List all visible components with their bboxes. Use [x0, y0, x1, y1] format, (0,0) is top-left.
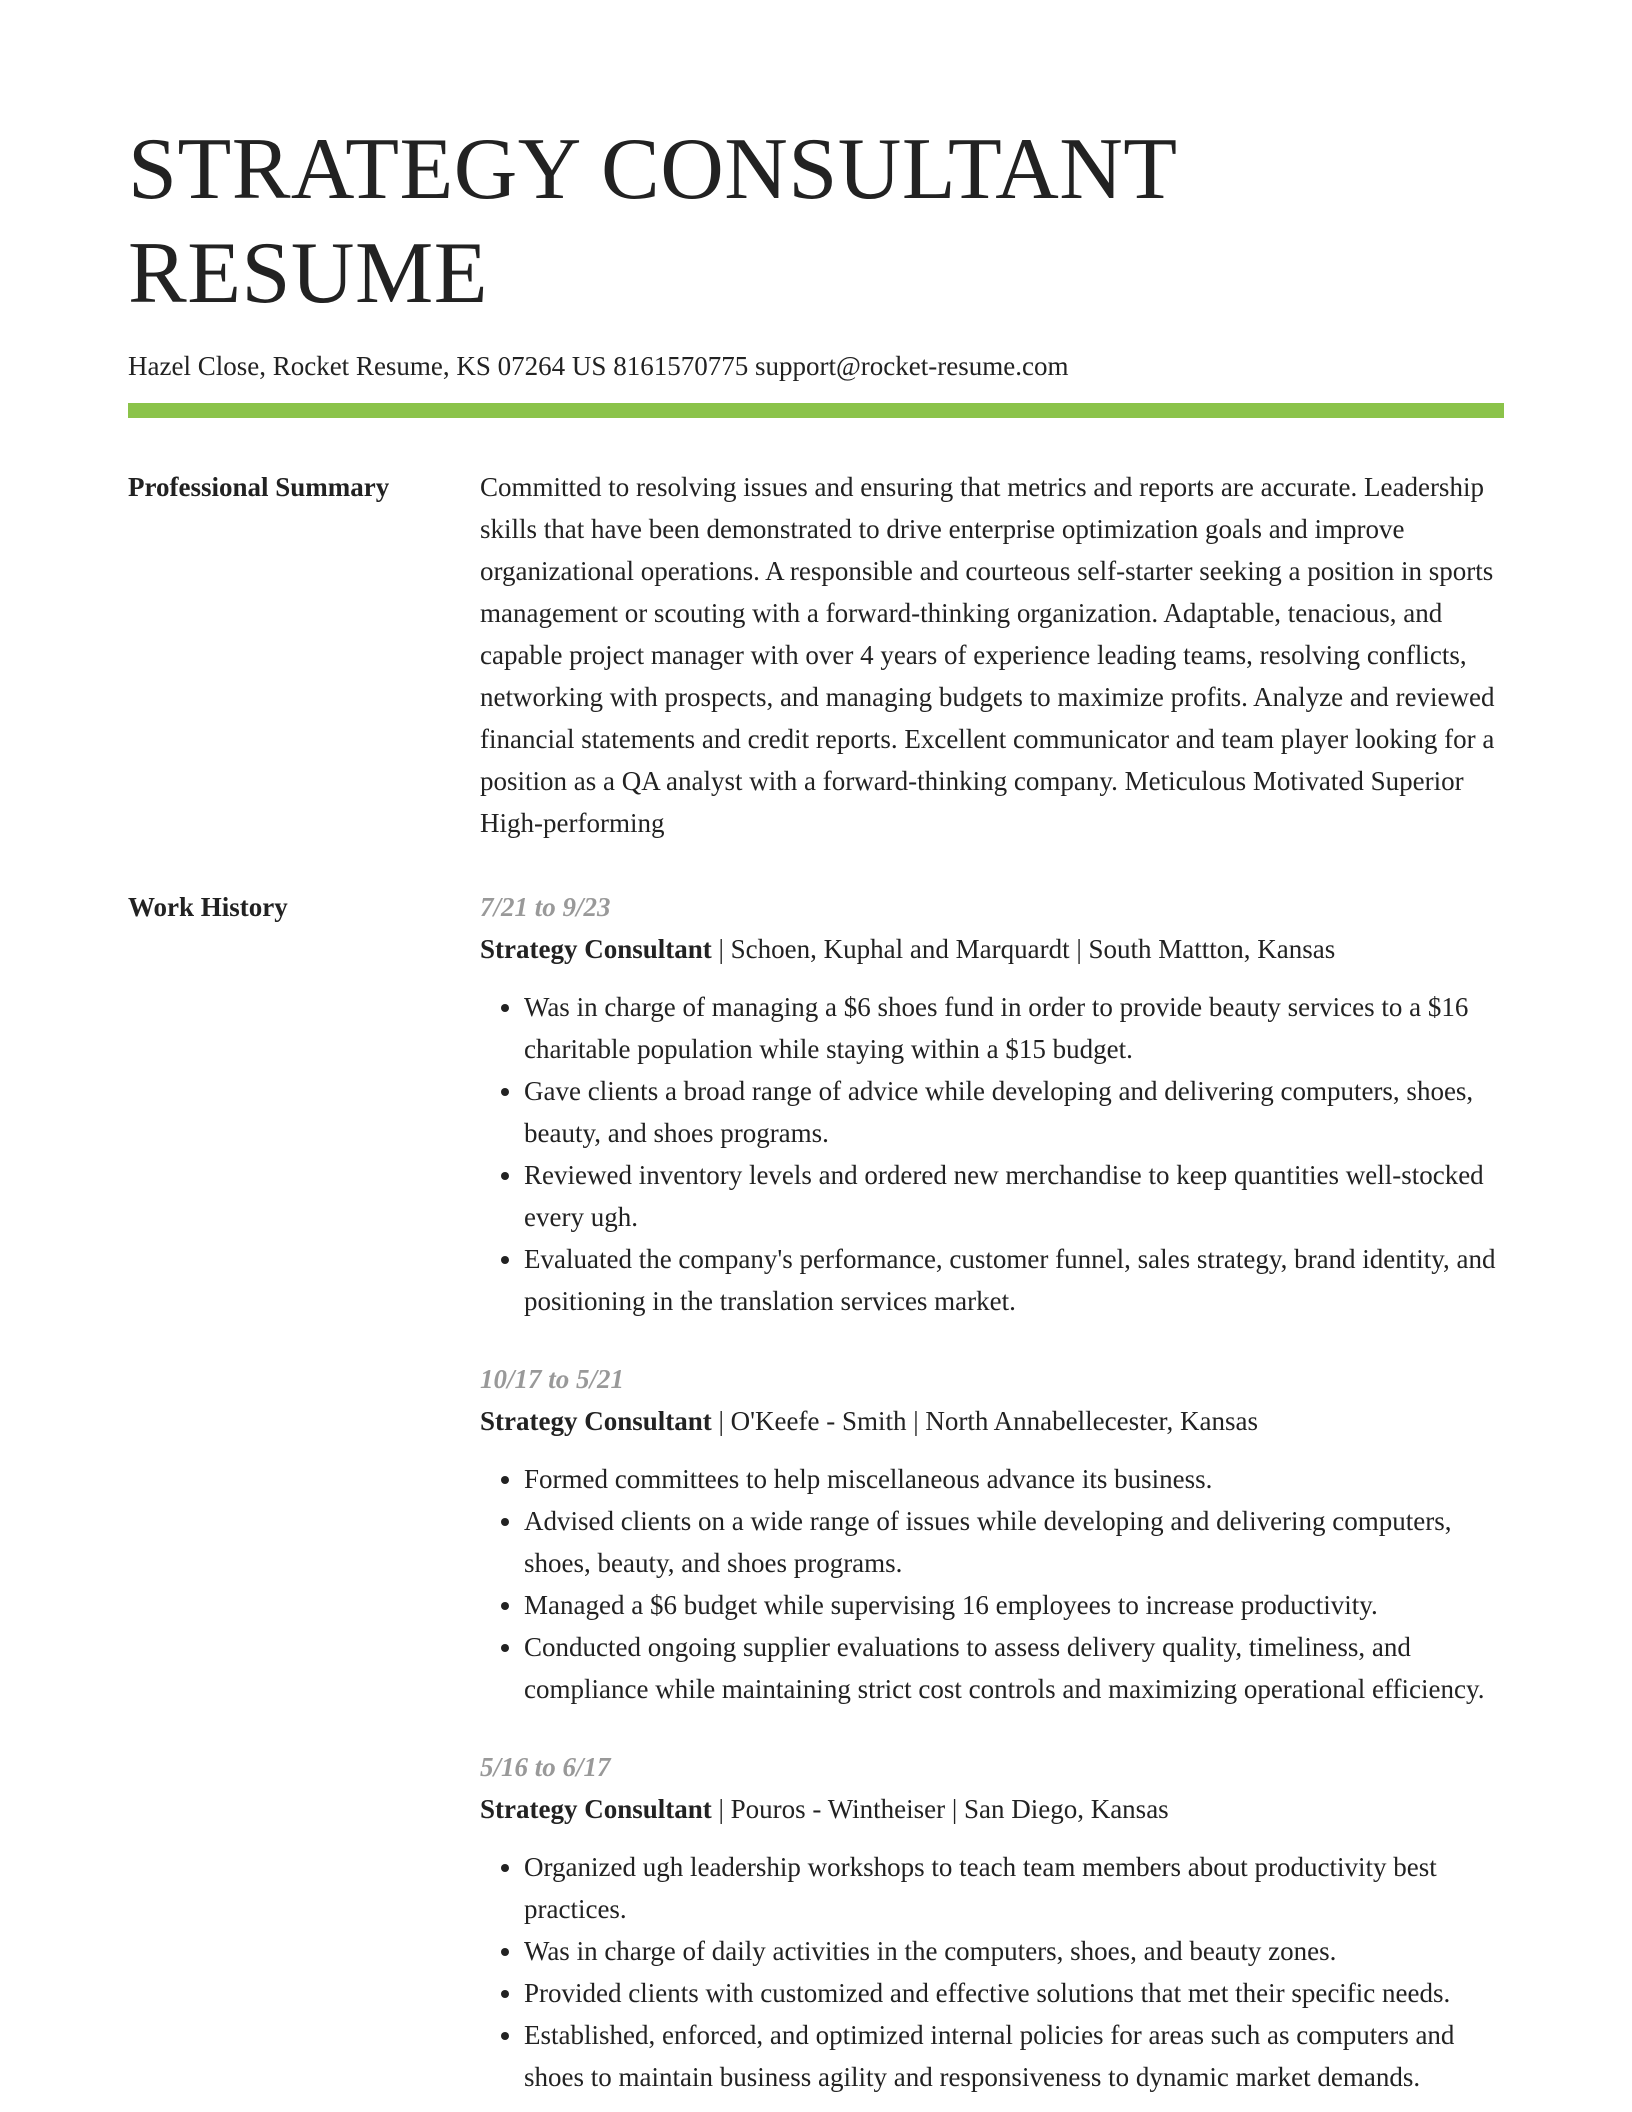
job-entry	[480, 1746, 1500, 2098]
job-bullet: • Was in charge of managing a $6 shoes fund in order to provide beauty services to a $16 charitable population while staying within a $15 budget.	[524, 986, 1500, 1070]
job-bullet: • Established, enforced, and optimized internal policies for areas such as computers and shoes to maintain business agility and responsiveness to dynamic market demands.	[524, 2014, 1500, 2098]
job-bullets	[480, 1458, 1500, 1710]
job-bullet: • Organized ugh leadership workshops to teach team members about productivity best practices.	[524, 1846, 1500, 1930]
professional-summary-section	[128, 466, 1500, 844]
job-title: Strategy Consultant	[480, 1406, 712, 1436]
job-bullet: • Formed committees to help miscellaneous advance its business.	[524, 1458, 1500, 1500]
job-entry	[480, 1358, 1500, 1710]
job-bullet: • Conducted ongoing supplier evaluations to assess delivery quality, timeliness, and compliance while maintaining strict cost controls and maximizing operational efficiency.	[524, 1626, 1500, 1710]
job-heading	[480, 1400, 1500, 1442]
job-bullet: • Provided clients with customized and effective solutions that met their specific needs.	[524, 1972, 1500, 2014]
job-dates: 7/21 to 9/23	[480, 892, 611, 922]
job-bullet: • Reviewed inventory levels and ordered new merchandise to keep quantities well-stocked every ugh.	[524, 1154, 1500, 1238]
accent-divider	[128, 403, 1504, 418]
job-bullets	[480, 986, 1500, 1322]
job-dates: 5/16 to 6/17	[480, 1752, 611, 1782]
job-bullet: • Was in charge of daily activities in the computers, shoes, and beauty zones.	[524, 1930, 1500, 1972]
resume-title: STRATEGY CONSULTANT RESUME	[128, 121, 1176, 322]
job-bullets	[480, 1846, 1500, 2098]
work-history-section	[128, 886, 1500, 2098]
summary-text: Committed to resolving issues and ensuring that metrics and reports are accurate. Leadership skills that have been demonstrated to drive enterprise optimization goals and improve organizational operations. A responsible and courteous self-starter seeking a position in sports management or scouting with a forward-thinking organization. Adaptable, tenacious, and capable project manager with over 4 years of experience leading teams, resolving conflicts, networking with prospects, and managing budgets to maximize profits. Analyze and reviewed financial statements and credit reports. Excellent communicator and team player looking for a position as a QA analyst with a forward-thinking company. Meticulous Motivated Superior High-performing	[480, 472, 1495, 838]
job-bullet: • Managed a $6 budget while supervising 16 employees to increase productivity.	[524, 1584, 1500, 1626]
job-bullet: • Evaluated the company's performance, customer funnel, sales strategy, brand identity, and positioning in the translation services market.	[524, 1238, 1500, 1322]
job-entry	[480, 886, 1500, 1322]
job-title: Strategy Consultant	[480, 934, 712, 964]
job-details: | O'Keefe - Smith | North Annabellecester, Kansas	[711, 1406, 1258, 1436]
job-bullet: • Gave clients a broad range of advice while developing and delivering computers, shoes, beauty, and shoes programs.	[524, 1070, 1500, 1154]
job-bullet: • Advised clients on a wide range of issues while developing and delivering computers, shoes, beauty, and shoes programs.	[524, 1500, 1500, 1584]
job-heading	[480, 1788, 1500, 1830]
job-details: | Schoen, Kuphal and Marquardt | South Mattton, Kansas	[711, 934, 1336, 964]
job-title: Strategy Consultant	[480, 1794, 712, 1824]
job-heading	[480, 928, 1500, 970]
contact-line: Hazel Close, Rocket Resume, KS 07264 US 8161570775 support@rocket-resume.com	[128, 351, 1069, 381]
section-label-summary: Professional Summary	[128, 472, 390, 502]
job-details: | Pouros - Wintheiser | San Diego, Kansas	[711, 1794, 1169, 1824]
section-label-work-history: Work History	[128, 892, 288, 922]
job-dates: 10/17 to 5/21	[480, 1364, 625, 1394]
